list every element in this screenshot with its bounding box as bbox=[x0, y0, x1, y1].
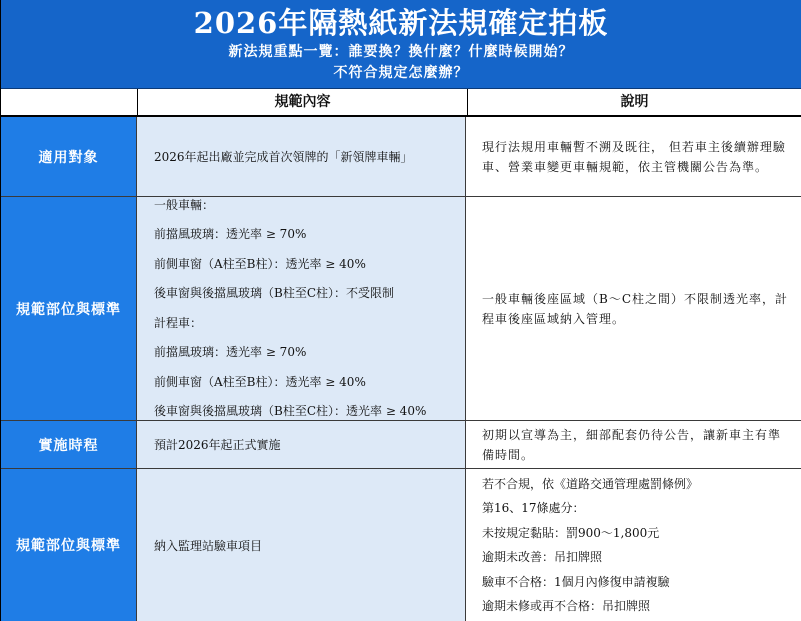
content-cell bbox=[137, 117, 466, 196]
note-line: 未按規定黏貼：罰900～1,800元 bbox=[482, 525, 660, 540]
content-line: 納入監理站驗車項目 bbox=[154, 538, 263, 553]
content-line: 預計2026年起正式實施 bbox=[154, 438, 281, 452]
content-cell bbox=[137, 421, 466, 468]
note-line: 第16、17條處分： bbox=[482, 501, 585, 515]
note-line: 逾期未修或再不合格：吊扣牌照 bbox=[482, 599, 651, 613]
note-cell bbox=[466, 197, 801, 420]
column-header-note: 說明 bbox=[620, 94, 649, 110]
content-line: 前擋風玻璃：透光率 ≥ 70% bbox=[154, 345, 307, 359]
content-line: 前側車窗（A柱至B柱）：透光率 ≥ 40% bbox=[154, 374, 366, 389]
subtitle-line-1: 新法規重點一覽：誰要換？換什麼？什麼時候開始？ bbox=[228, 44, 574, 60]
table-row-standards bbox=[1, 197, 801, 421]
row-label: 規範部位與標準 bbox=[1, 469, 137, 621]
note-cell bbox=[466, 117, 801, 196]
subtitle-line-2: 不符合規定怎麼辦？ bbox=[333, 65, 469, 81]
row-label: 適用對象 bbox=[1, 117, 137, 196]
content-line: 後車窗與後擋風玻璃（B柱至C柱）：透光率 ≥ 40% bbox=[154, 404, 427, 418]
page-title: 2026年隔熱紙新法規確定拍板 bbox=[193, 6, 609, 40]
note-line: 逾期未改善：吊扣牌照 bbox=[482, 550, 603, 564]
content-line: 計程車： bbox=[154, 315, 203, 330]
content-line: 後車窗與後擋風玻璃（B柱至C柱）：不受限制 bbox=[154, 286, 395, 300]
content-line: 一般車輛： bbox=[154, 197, 215, 212]
note-paragraph: 一般車輛後座區域（B～C柱之間）不限制透光率，計程車後座區域納入管理。 bbox=[482, 291, 789, 326]
content-cell bbox=[137, 469, 466, 621]
title-banner bbox=[1, 0, 801, 89]
column-header-blank bbox=[1, 89, 138, 115]
table-row-penalties bbox=[1, 469, 801, 621]
content-line: 2026年起出廠並完成首次領牌的「新領牌車輛」 bbox=[154, 150, 413, 164]
note-line: 驗車不合格：1個月內修復申請複驗 bbox=[482, 574, 670, 589]
note-line: 若不合規，依《道路交通管理處罰條例》 bbox=[482, 476, 699, 491]
note-cell bbox=[466, 469, 801, 621]
note-paragraph: 初期以宣導為主，細部配套仍待公告，讓新車主有準備時間。 bbox=[482, 427, 782, 462]
row-label: 規範部位與標準 bbox=[1, 197, 137, 420]
content-line: 前擋風玻璃：透光率 ≥ 70% bbox=[154, 227, 307, 241]
table-row-applicable-vehicles bbox=[1, 117, 801, 197]
content-line: 前側車窗（A柱至B柱）：透光率 ≥ 40% bbox=[154, 256, 366, 271]
content-cell bbox=[137, 197, 466, 420]
note-cell bbox=[466, 421, 801, 468]
table-row-schedule bbox=[1, 421, 801, 469]
column-header-row bbox=[1, 89, 801, 117]
column-header-content: 規範內容 bbox=[138, 89, 468, 115]
row-label: 實施時程 bbox=[1, 421, 137, 468]
note-paragraph: 現行法規用車輛暫不溯及既往， 但若車主後續辦理驗車、營業車變更車輛規範，依主管機關公告為準。 bbox=[482, 139, 786, 174]
